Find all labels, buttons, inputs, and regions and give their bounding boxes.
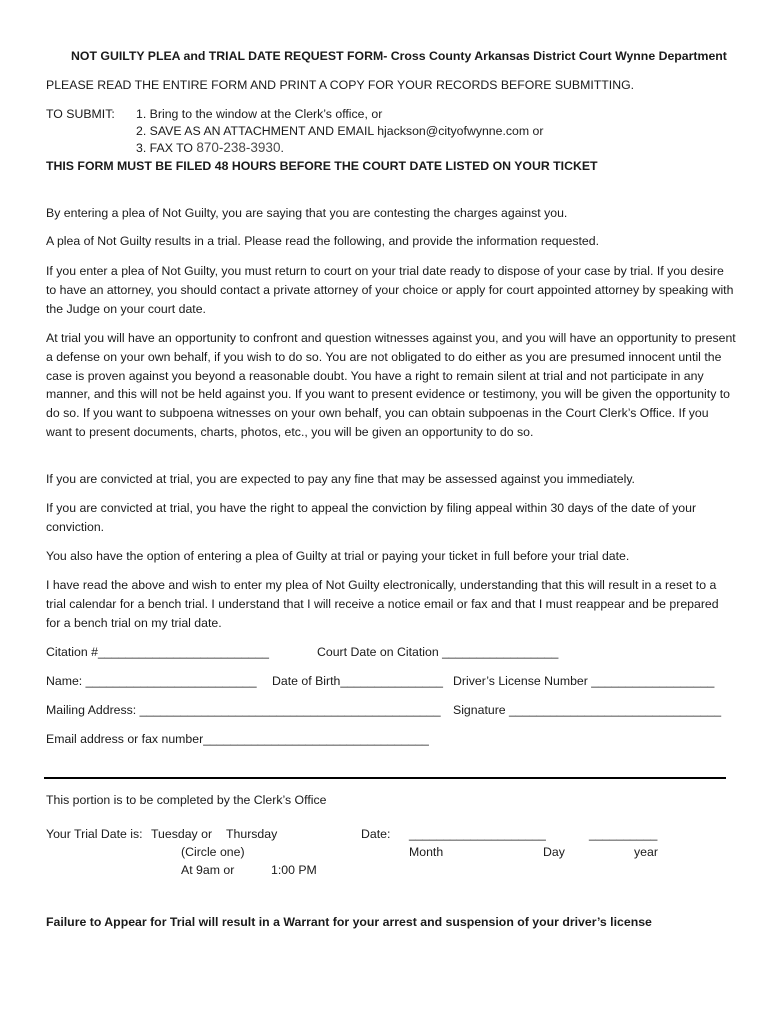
time-1pm-option: 1:00 PM [271, 863, 317, 877]
failure-to-appear-warning: Failure to Appear for Trial will result in a Warrant for your arrest and suspension of your driver’s license [46, 915, 652, 929]
signature-field[interactable]: Signature _______________________________ [453, 703, 722, 717]
form-title: NOT GUILTY PLEA and TRIAL DATE REQUEST FORM- Cross County Arkansas District Court Wynne Department [71, 49, 727, 63]
paragraph-7: You also have the option of entering a plea of Guilty at trial or paying your ticket in full before your trial date. [46, 549, 630, 563]
time-9am-option: At 9am or [181, 863, 235, 877]
clerk-heading: This portion is to be completed by the Clerk’s Office [46, 793, 327, 807]
court-date-field[interactable]: Court Date on Citation _________________ [317, 645, 559, 659]
fax-prefix: 3. FAX TO [136, 141, 197, 155]
date-month-day-blank[interactable]: ____________________ [409, 827, 546, 841]
paragraph-1: By entering a plea of Not Guilty, you are saying that you are contesting the charges against you. [46, 206, 568, 220]
day-label: Day [543, 845, 565, 859]
trial-date-label: Your Trial Date is: [46, 827, 143, 841]
thursday-option: Thursday [226, 827, 278, 841]
submit-option-1: 1. Bring to the window at the Clerk’s office, or [136, 107, 383, 121]
fax-suffix: . [280, 141, 284, 155]
date-label: Date: [361, 827, 391, 841]
paragraph-3: If you enter a plea of Not Guilty, you must return to court on your trial date ready to dispose of your case by trial. If you desire to have an attorney, you should contact a private attorney of your choice or apply for court appointed attorney by speaking with the Judge on your court date. [46, 264, 734, 316]
citation-field[interactable]: Citation #_________________________ [46, 645, 269, 659]
circle-one-note: (Circle one) [181, 845, 245, 859]
read-notice: PLEASE READ THE ENTIRE FORM AND PRINT A COPY FOR YOUR RECORDS BEFORE SUBMITTING. [46, 78, 635, 92]
year-label: year [634, 845, 658, 859]
filing-deadline: THIS FORM MUST BE FILED 48 HOURS BEFORE THE COURT DATE LISTED ON YOUR TICKET [46, 159, 598, 173]
paragraph-2: A plea of Not Guilty results in a trial. Please read the following, and provide the information requested. [46, 234, 599, 248]
name-field[interactable]: Name: _________________________ [46, 674, 257, 688]
dob-field[interactable]: Date of Birth_______________ [272, 674, 443, 688]
submit-label: TO SUBMIT: [46, 107, 115, 121]
month-label: Month [409, 845, 444, 859]
tuesday-option: Tuesday or [151, 827, 213, 841]
email-fax-field[interactable]: Email address or fax number_________________________________ [46, 732, 429, 746]
paragraph-5: If you are convicted at trial, you are expected to pay any fine that may be assessed against you immediately. [46, 472, 635, 486]
submit-option-3 [136, 139, 284, 157]
submit-option-2: 2. SAVE AS AN ATTACHMENT AND EMAIL hjackson@cityofwynne.com or [136, 124, 544, 138]
section-divider [44, 777, 726, 779]
paragraph-4: At trial you will have an opportunity to confront and question witnesses against you, and you will have an opportunity to present a defense on your own behalf, if you wish to do so. You are not obligated to do either as you are presumed innocent until the case is proven against you beyond a reasonable doubt. You have a right to remain silent at trial and not participate in any manner, and this will not be held against you. If you want to present evidence or testimony, you will be given the opportunity to do so. If you want to subpoena witnesses on your own behalf, you can obtain subpoenas in the Court Clerk’s Office. If you want to present documents, charts, photos, etc., you will be given an opportunity to do so. [46, 331, 736, 439]
mailing-address-field[interactable]: Mailing Address: ____________________________________________ [46, 703, 441, 717]
date-year-blank[interactable]: __________ [589, 827, 658, 841]
paragraph-6: If you are convicted at trial, you have the right to appeal the conviction by filing appeal within 30 days of the date of your conviction. [46, 501, 697, 534]
paragraph-8: I have read the above and wish to enter my plea of Not Guilty electronically, understanding that this will result in a reset to a trial calendar for a bench trial. I understand that I will receive a notice email or fax and that I must reappear and be prepared for a bench trial on my trial date. [46, 578, 719, 630]
license-field[interactable]: Driver’s License Number __________________ [453, 674, 715, 688]
fax-number: 870-238-3930 [196, 140, 281, 155]
